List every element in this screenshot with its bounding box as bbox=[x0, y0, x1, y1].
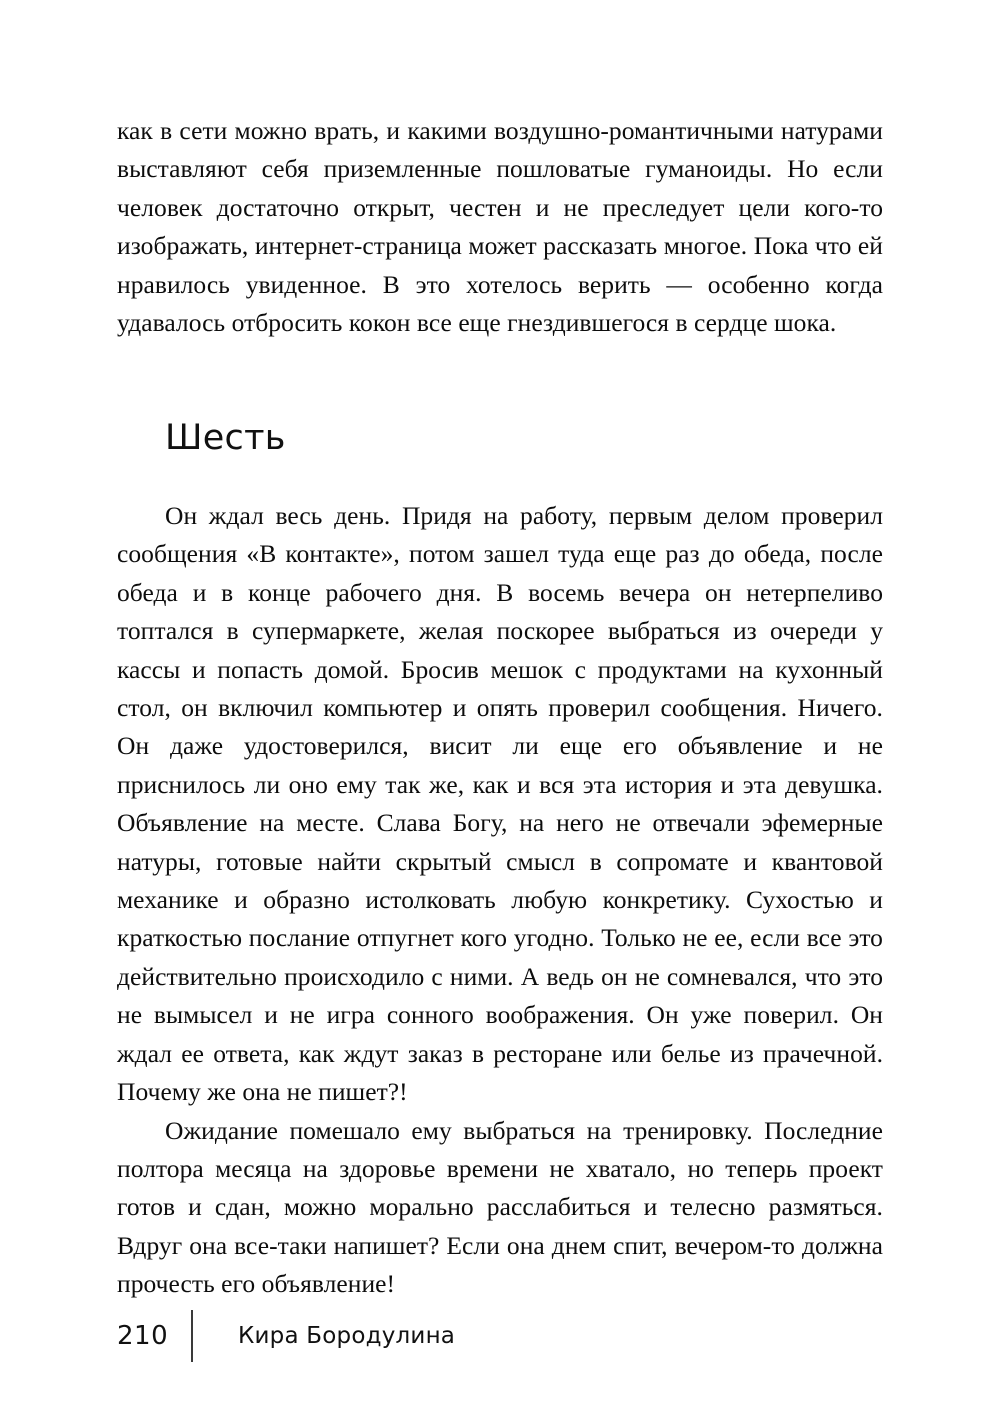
chapter-heading: Шесть bbox=[165, 418, 286, 458]
continued-paragraph: как в сети можно врать, и какими воздушно-романтичными натурами выставляют себя приземленные пошловатые гуманоиды. Но если человек достаточно открыт, честен и не преследует цели кого-то изображать, интернет-страница может рассказать многое. Пока что ей нравилось увиденное. В это хотелось верить — особенно когда удавалось отбросить кокон все еще гнездившегося в сердце шока. bbox=[117, 116, 883, 338]
author-name: Кира Бородулина bbox=[238, 1323, 456, 1349]
page-footer bbox=[117, 1308, 883, 1364]
chapter-body-block bbox=[117, 497, 883, 1304]
body-paragraph: Он ждал весь день. Придя на работу, первым делом проверил сообщения «В контакте», потом зашел туда еще раз до обеда, после обеда и в конце рабочего дня. В восемь вечера он нетерпеливо топтался в супермаркете, желая поскорее выбраться из очереди у кассы и попасть домой. Бросив мешок с продуктами на кухонный стол, он включил компьютер и опять проверил сообщения. Ничего. Он даже удостоверился, висит ли еще его объявление и не приснилось ли оно ему так же, как и вся эта история и эта девушка. Объявление на месте. Слава Богу, на него не отвечали эфемерные натуры, готовые найти скрытый смысл в сопромате и квантовой механике и образно истолковать любую конкретику. Сухостью и краткостью послание отпугнет кого угодно. Только не ее, если все это действительно происходило с ними. А ведь он не сомневался, что это не вымысел и не игра сонного воображения. Он уже поверил. Он ждал ее ответа, как ждут заказ в ресторане или белье из прачечной. Почему же она не пишет?! bbox=[117, 501, 883, 1107]
chapter-heading-block bbox=[165, 418, 765, 458]
body-paragraph: Ожидание помешало ему выбраться на тренировку. Последние полтора месяца на здоровье времени не хватало, но теперь проект готов и сдан, можно морально расслабиться и телесно размяться. Вдруг она все-таки напишет? Если она днем спит, вечером-то должна прочесть его объявление! bbox=[117, 1115, 883, 1299]
footer-divider bbox=[191, 1310, 193, 1362]
page-number: 210 bbox=[117, 1321, 169, 1351]
continued-paragraph-block bbox=[117, 112, 883, 342]
